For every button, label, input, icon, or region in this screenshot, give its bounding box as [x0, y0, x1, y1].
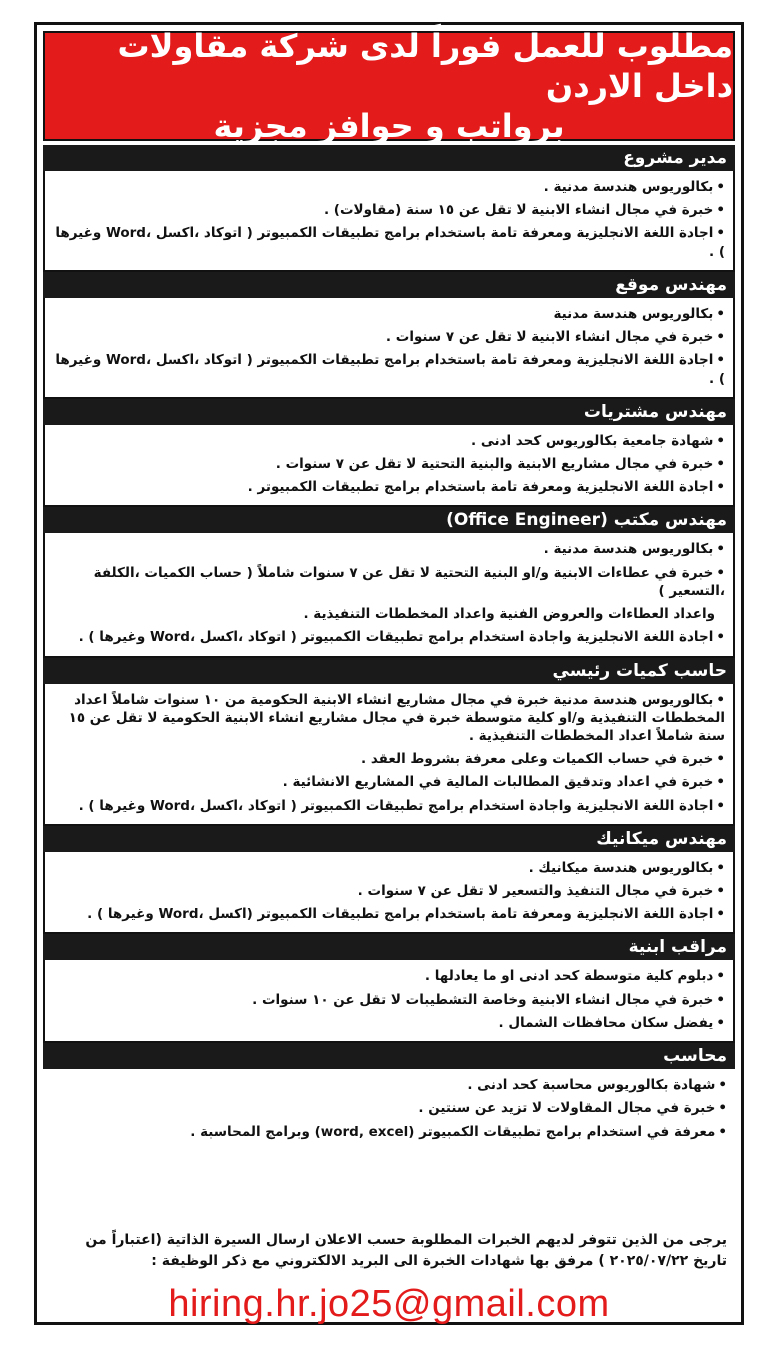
section-title: مهندس مشتريات [43, 399, 735, 425]
header-banner [43, 27, 735, 145]
job-sections [43, 145, 735, 1150]
list-item: • خبرة في حساب الكميات وعلى معرفة بشروط العقد . [53, 750, 725, 768]
list-item: • معرفة في استخدام برامج تطبيقات الكمبيوتر (word, excel) وبرامج المحاسبة . [51, 1123, 727, 1141]
list-item: • اجادة اللغة الانجليزية واجادة استخدام برامج تطبيقات الكمبيوتر ( اتوكاد ،اكسل ،Word وغيرها ) . [53, 797, 725, 815]
section-title: مهندس ميكانيك [43, 826, 735, 852]
section-body [43, 852, 735, 935]
application-instructions: يرجى من الذين تتوفر لديهم الخبرات المطلوبة حسب الاعلان ارسال السيرة الذاتية (اعتباراً من تاريخ ٢٠٢٥/٠٧/٢٢ ) مرفق بها شهادات الخبرة الى البريد الالكتروني مع ذكر الوظيفة : [85, 1232, 727, 1269]
list-item: • بكالوريوس هندسة ميكانيك . [53, 859, 725, 877]
job-section [43, 145, 735, 272]
list-item: • خبرة في مجال مشاريع الابنية والبنية التحتية لا تقل عن ٧ سنوات . [53, 455, 725, 473]
job-section [43, 658, 735, 826]
list-item: • بكالوريوس هندسة مدنية خبرة في مجال مشاريع انشاء الابنية الحكومية من ١٠ سنوات شاملاً اعداد المخططات التنفيذية و/او كلية متوسطة خبرة في مجال مشاريع انشاء الابنية الحكومية لا تقل عن ١٥ سنة شاملاً اعداد المخططات التنفيذية . [53, 691, 725, 746]
section-body [43, 533, 735, 657]
job-section [43, 507, 735, 657]
header-line-1: مطلوب للعمل فوراً لدى شركة مقاولات داخل الاردن [117, 27, 733, 105]
list-item: • اجادة اللغة الانجليزية ومعرفة تامة باستخدام برامج تطبيقات الكمبيوتر (اكسل ،Word وغيرها ) . [53, 905, 725, 923]
job-section [43, 934, 735, 1043]
section-title: حاسب كميات رئيسي [43, 658, 735, 684]
list-item: • بكالوريوس هندسة مدنية . [53, 540, 725, 558]
list-item: • خبرة في مجال انشاء الابنية لا تقل عن ١٥ سنة (مقاولات) . [53, 201, 725, 219]
section-body [43, 1069, 735, 1150]
section-body [43, 425, 735, 508]
list-item: • شهادة جامعية بكالوريوس كحد ادنى . [53, 432, 725, 450]
list-item: • اجادة اللغة الانجليزية ومعرفة تامة باستخدام برامج تطبيقات الكمبيوتر . [53, 478, 725, 496]
section-body [43, 171, 735, 272]
job-section [43, 826, 735, 935]
section-title: محاسب [43, 1043, 735, 1069]
list-item: • اجادة اللغة الانجليزية ومعرفة تامة باستخدام برامج تطبيقات الكمبيوتر ( اتوكاد ،اكسل ،Word وغيرها ) . [53, 224, 725, 260]
section-body [43, 684, 735, 826]
list-item: • بكالوريوس هندسة مدنية . [53, 178, 725, 196]
list-item: • دبلوم كلية متوسطة كحد ادنى او ما يعادلها . [53, 967, 725, 985]
list-item-continuation: واعداد العطاءات والعروض الفنية واعداد المخططات التنفيذية . [303, 606, 715, 623]
list-item: • اجادة اللغة الانجليزية واجادة استخدام برامج تطبيقات الكمبيوتر ( اتوكاد ،اكسل ،Word وغيرها ) . [53, 628, 725, 646]
list-item: • خبرة في اعداد وتدقيق المطالبات المالية في المشاريع الانشائية . [53, 773, 725, 791]
job-section [43, 272, 735, 399]
section-title: مراقب ابنية [43, 934, 735, 960]
job-section [43, 1043, 735, 1150]
list-item: • خبرة في مجال انشاء الابنية لا تقل عن ٧ سنوات . [53, 328, 725, 346]
section-body [43, 298, 735, 399]
job-advertisement [34, 22, 744, 1325]
list-item: • يفضل سكان محافظات الشمال . [53, 1014, 725, 1032]
job-section [43, 399, 735, 508]
header-line-2: برواتب و حوافز مجزية [213, 107, 565, 145]
list-item: • خبرة في عطاءات الابنية و/او البنية التحتية لا تقل عن ٧ سنوات شاملاً ( حساب الكميات ،الكلفة ،التسعير ) [53, 564, 725, 600]
list-item: • بكالوريوس هندسة مدنية [53, 305, 725, 323]
section-title: مهندس مكتب (Office Engineer) [43, 507, 735, 533]
list-item: • خبرة في مجال المقاولات لا تزيد عن سنتين . [51, 1099, 727, 1117]
section-title: مدير مشروع [43, 145, 735, 171]
list-item: • خبرة في مجال انشاء الابنية وخاصة التشطيبات لا تقل عن ١٠ سنوات . [53, 991, 725, 1009]
section-title: مهندس موقع [43, 272, 735, 298]
section-body [43, 960, 735, 1043]
list-item: • خبرة في مجال التنفيذ والتسعير لا تقل عن ٧ سنوات . [53, 882, 725, 900]
contact-email[interactable]: hiring.hr.jo25@gmail.com [168, 1283, 610, 1325]
list-item: • اجادة اللغة الانجليزية ومعرفة تامة باستخدام برامج تطبيقات الكمبيوتر ( اتوكاد ،اكسل ،Word وغيرها ) . [53, 351, 725, 387]
list-item: • شهادة بكالوريوس محاسبة كحد ادنى . [51, 1076, 727, 1094]
